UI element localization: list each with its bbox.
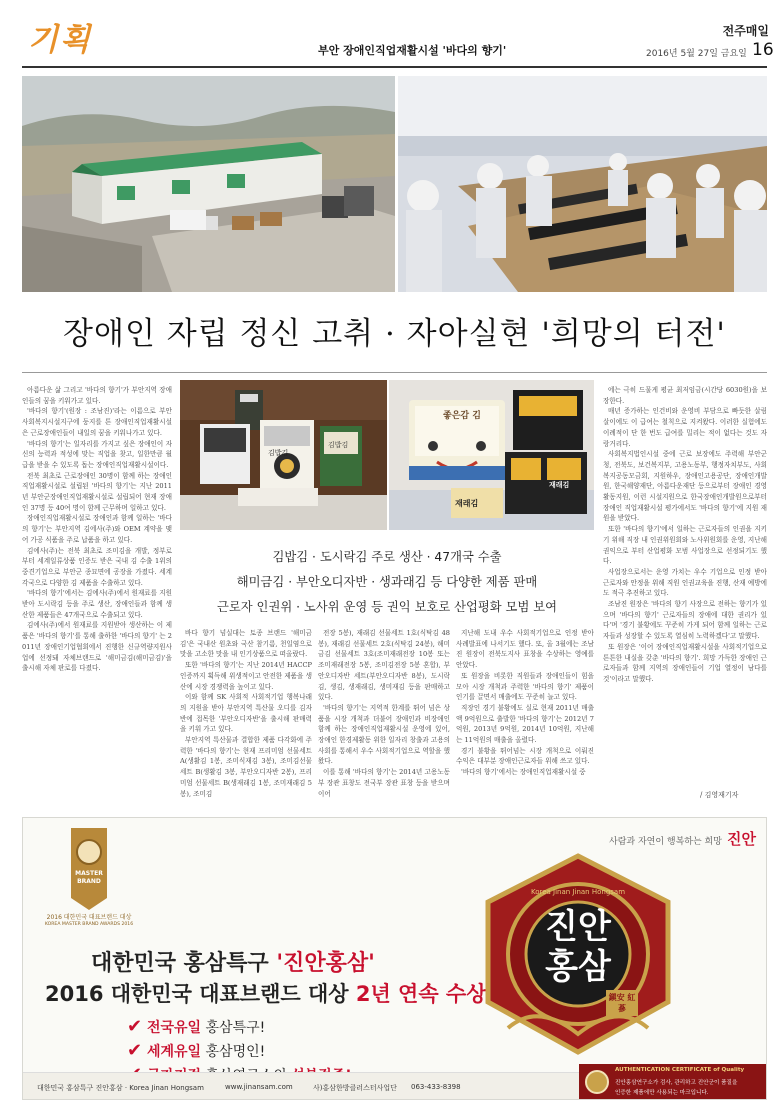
paragraph: 지난해 도내 우수 사회적기업으로 인정 받아 사례발표에 나서기도 했다. 또, 올 3월에는 조남진 원장이 전북도지사 표창을 수상하는 영예를 안았다. bbox=[456, 629, 594, 670]
byline: / 김영재기자 bbox=[700, 791, 739, 799]
paragraph: 장애인직업재활시설로 장애인과 함께 일하는 '바다의 향기'는 부안지역 김에사(주)와 OEM 계약을 맺어 가공 식품을 주로 납품을 하고 있다. bbox=[22, 514, 172, 544]
newspaper-name: 전주매일 bbox=[722, 24, 769, 38]
issue-date: 2016년 5월 27일 금요일 bbox=[646, 49, 747, 59]
box-label-front: 김밥김 bbox=[268, 449, 289, 457]
advertisement bbox=[22, 817, 767, 1100]
ad-line-1-prefix: 대한민국 홍삼특구 bbox=[91, 951, 269, 976]
ad-line-2 bbox=[45, 978, 487, 1008]
page-subtitle: 부안 장애인직업재활시설 '바다의 향기' bbox=[318, 44, 507, 57]
master-brand-badge bbox=[35, 828, 143, 936]
facility-aerial-photo bbox=[22, 76, 395, 292]
workers-photo bbox=[398, 76, 767, 292]
paragraph: 이를 통해 '바다의 향기'는 2014년 고용노동부 장관 표창도 전국부 장관 표창 등을 받으며 이어 bbox=[318, 768, 450, 798]
box-label-right: 김밥김 bbox=[328, 441, 349, 449]
paragraph: 또한 '바다의 향기'는 지난 2014년 HACCP 인증까지 획득해 위생적이고 안전한 제품을 생산에 시장 경쟁력을 높이고 있다. bbox=[180, 661, 312, 691]
ad-line-2-highlight: 2년 연속 수상 bbox=[355, 982, 487, 1006]
cert-line-2: 인증한 제품에만 사용되는 마크입니다. bbox=[615, 1090, 709, 1096]
jinan-hongsam-emblem bbox=[478, 852, 678, 1057]
article-column-3 bbox=[318, 628, 450, 800]
box-label-smile: 좋은감 김 bbox=[443, 411, 481, 421]
paragraph: '바다의 향기'는 지역적 한계를 뛰어 넘은 상품을 시장 개척과 더불어 장애인과 비장애인 함께 하는 장애인직업재활시설 운영에 있어, 장애인 한경제활동 위한 일자리 창출과 고용의 사회를 통해서 우수 사회적기업으로 역할을 했왔다. bbox=[318, 703, 450, 766]
paragraph: 조남진 원장은 '바다의 향기 사장으로 전하는 향기가 있으며 '바다의 향기' 근로자들의 장애에 대한 권리가 있다'며 '경기 불황에도 꾸준히 가게 되어 함께 일하는 근로자들과 성장할 수 있도록 열심히 노력하겠다'고 말했다. bbox=[603, 600, 767, 641]
paragraph: 김에사(주)에서 원재료를 지원받아 생산하는 이 제품은 '바다의 향기'를 통해 출하한 '바다의 향기' 는 2011년 장애인기업협회에서 진행한 신규역량지원사업에 선정돼 자체브랜드로 '해미금김(해미금김)'을 출시해 자체 판로를 다졌다. bbox=[22, 621, 172, 673]
badge-caption-en: KOREA MASTER BRAND AWARDS 2016 bbox=[44, 922, 134, 927]
ad-bullet-1: ✔ 전국유일 홍삼특구! bbox=[127, 1016, 266, 1037]
products-photo bbox=[180, 380, 387, 530]
paragraph: 전장 5봉), 재래김 선물세트 1호(식탁김 48봉), 재래김 선물세트 2호(식탁김 24봉), 해미금김 선물세트 3호(조미재래전장 10봉 또는 조미재래전장 5봉, 조미김전장 5봉 혼합), 부안오디자반 세트(부안오디자반 8봉), 도시락김, 생김, 생재래김, 생미재김 등을 판매하고 있다. bbox=[318, 629, 450, 702]
ad-bullet-2: ✔ 세계유일 홍삼명인! bbox=[127, 1040, 266, 1061]
footer-org: 사)홍삼한방클러스터사업단 bbox=[313, 1084, 397, 1092]
emblem-ring-text: Korea Jinan Jinan Hongsam bbox=[530, 888, 626, 896]
cert-title: AUTHENTICATION CERTIFICATE of Quality bbox=[615, 1067, 745, 1073]
paragraph: 전북 최초로 근로장애인 30명이 함께 하는 장애인직업재활시설로 설립된 '바다의 향기'는 지난 2011년 부안군장애인직업재활시설로 설립되어 현재 장애인 37명 등 40여 명이 함께 근무하며 일하고 있다. bbox=[22, 471, 172, 512]
headline: 장애인 자립 정신 고취 · 자아실현 '희망의 터전' bbox=[63, 316, 726, 352]
paragraph: 바다 향기 넘실대는 토종 브랜드 '해미금김'은 국내산 원초와 국산 참기름, 천일염으로 맛을 고소한 맛을 내 인기상품으로 떠올랐다. bbox=[180, 629, 312, 659]
ad-brand-name: '진안홍삼' bbox=[276, 951, 375, 976]
pack-label-a: 재래김 bbox=[455, 499, 479, 508]
ad-line-1 bbox=[91, 946, 375, 977]
article-column-1 bbox=[22, 385, 172, 800]
slogan-brand: 진안 bbox=[727, 830, 756, 848]
ad-slogan bbox=[609, 828, 756, 849]
paragraph: 또 원장을 비롯한 직원들과 장애인들이 힘을 모아 시장 개척과 주력한 '바다의 향기' 제품이 인기를 끌면서 매출에도 꾸준히 늘고 있다. bbox=[456, 671, 594, 702]
emblem-line-2: 홍삼 bbox=[545, 947, 611, 987]
paragraph: 경기 불황을 뛰어넘는 시장 개척으로 이뤄진 수익은 대부분 장애인근로자들 위해 쓰고 있다. bbox=[456, 746, 594, 766]
paragraph: 사업장으로서는 운영 가치는 우수 기업으로 인정 받아 근로자와 안정을 위해 직원 인권교육을 진행, 산재 예방에도 적극 추진하고 있다. bbox=[603, 567, 767, 598]
cert-line-1: 진안홍삼연구소가 검사, 관리하고 진안군이 품질을 bbox=[615, 1080, 738, 1086]
paragraph: 직장인 경기 불황에도 실로 현재 2011년 매출액 9억원으로 출발한 '바다의 향기'는 2012년 7억원, 2013년 9억원, 2014년 10억원, 지난해는 11억원의 매출을 올렸다. bbox=[456, 703, 594, 745]
paragraph: 매년 증가하는 인건비와 운영비 부담으로 빠듯한 살림살이에도 이 급여는 철칙으로 지켜왔다. 이러한 실험에도 이례적이 단 한 번도 급여를 밀리는 적이 없다는 것도 자랑거리다. bbox=[603, 407, 767, 448]
emblem-line-1: 진안 bbox=[545, 907, 611, 947]
subhead-1: 김밥김 · 도시락김 주로 생산 · 47개국 수출 bbox=[272, 550, 502, 564]
paragraph: 부안지역 특산물과 결합한 제품 다각화에 주력한 '바다의 향기'는 현재 프리미엄 선물세트 A(생활김 1봉, 조미식재김 3봉), 조미김선물세트 B(생활김 3봉, 부안오디자반 2봉), 프리미엄 선물세트 B(생재래김 1봉, 조미재래김 5봉), 조미김 bbox=[180, 736, 312, 798]
paragraph: 아름다운 삶 그리고 '바다의 향기'가 부안지역 장애인들의 꿈을 키워가고 있다. bbox=[22, 386, 172, 405]
header-rule bbox=[22, 66, 767, 68]
subhead-2: 해미금김 · 부안오디자반 · 생과래김 등 다양한 제품 판매 bbox=[236, 575, 538, 589]
slogan-text: 사람과 자연이 행복하는 희망 bbox=[609, 837, 722, 847]
paragraph: '바다의 향기'(원장 : 조남진)'라는 이름으로 부안 사회복지시설지구에 둥지를 튼 장애인직업재활시설은 근로장애인들이 내일의 꿈을 키워나가고 있다. bbox=[22, 407, 172, 437]
paragraph: 또 원장은 '이어 장애인직업재활시설을 사회적기업으로 튼튼한 내실을 갖춘 '바다의 향기'. 희망 가득한 장애인 근로자들과 함께 지역의 장애인들이 기업 열정이 남다를 것'이라고 말했다. bbox=[603, 642, 767, 683]
pack-label-b: 재래김 bbox=[549, 481, 570, 489]
footer-phone: 063-433-8398 bbox=[411, 1083, 461, 1091]
paragraph: 이와 함께 SK 사회적 사회적기업 행복나래의 지원을 받아 부안지역 특산물 오디를 김자반에 접목한 '부안오디자반'을 출시해 판매력을 키워 가고 있다. bbox=[180, 693, 312, 734]
paragraph: 김에사(주)는 전북 최초로 조미김을 개발, 정부로부터 세계일류상품 인증도 받은 국내 김 수출 1위의 중견기업으로 부안군 종묘면에 공장을 가졌다. 세계 각국으로 다양한 김 제품을 수출하고 있다. bbox=[22, 546, 172, 587]
subhead-3: 근로자 인권위 · 노사위 운영 등 권익 보호로 산업평화 모범 보여 bbox=[217, 600, 557, 614]
packaging-photo bbox=[389, 380, 594, 530]
paragraph: 사회복지법인시설 중에 근로 보장에도 주력해 부안군청, 전북도, 보건복지부, 고용노동부, 행정자치부도, 사회복지공동모금회, 지원하우, 장애인고용공단, 장애인개발원, 한국해양재단, 아름다운재단 등으로부터 장애인 경영활동지원, 이런 시설지원으로 한국장애인개발원으로부터 장애인 직업재활시설 평가에서도 '바다의 향기'에 지원 재원을 받았다. bbox=[603, 450, 767, 523]
paragraph: 에는 극히 드물게 평균 최저임금(시간당 6030원)을 보장한다. bbox=[603, 386, 767, 405]
badge-caption: 2016 대한민국 대표브랜드 대상 bbox=[46, 914, 132, 921]
badge-title: MASTER BRAND bbox=[75, 870, 103, 885]
section-title: 기획 bbox=[28, 22, 92, 58]
ad-line-2-prefix: 2016 대한민국 대표브랜드 대상 bbox=[45, 982, 349, 1006]
article-column-4 bbox=[456, 628, 594, 800]
certificate-seal-icon bbox=[585, 1070, 609, 1094]
page-number: 16 bbox=[752, 40, 774, 60]
paragraph: '바다의 향기'에서는 김에사(주)에서 원재료를 지원받아 도시락김 등을 주로 생산, 장애인들과 함께 생산한 제품들은 47개국으로 수출되고 있다. bbox=[22, 589, 172, 619]
paragraph: '바다의 향기'는 일자리를 가지고 싶은 장애인이 자신의 능력과 적성에 맞는 직업을 찾고, 일한만큼 월급을 받을 수 있도록 돕는 장애인직업재활시설이다. bbox=[22, 439, 172, 469]
footer-brand: 대한민국 홍삼특구 진안홍삼 · Korea Jinan Hongsam bbox=[37, 1084, 204, 1092]
check-icon: ✔ bbox=[127, 1040, 143, 1061]
emblem-seal: 鎭安 紅蔘 bbox=[608, 993, 636, 1013]
article-column-5 bbox=[603, 385, 767, 789]
paragraph: '바다의 향기'에서는 장애인직업재활시설 중 bbox=[461, 768, 586, 777]
article-column-2 bbox=[180, 628, 312, 800]
paragraph: 또한 '바다의 향기'에서 일하는 근로자들의 인권을 지키기 위해 직장 내 인권위원회와 노사위원회를 운영, 지난해 권익으로 부터 산업평화 모범 사업장으로 선정되기도 했다. bbox=[603, 525, 767, 566]
footer-url: www.jinansam.com bbox=[225, 1083, 293, 1091]
subheads bbox=[180, 545, 594, 620]
check-icon: ✔ bbox=[127, 1016, 143, 1037]
headline-rule bbox=[22, 372, 767, 373]
